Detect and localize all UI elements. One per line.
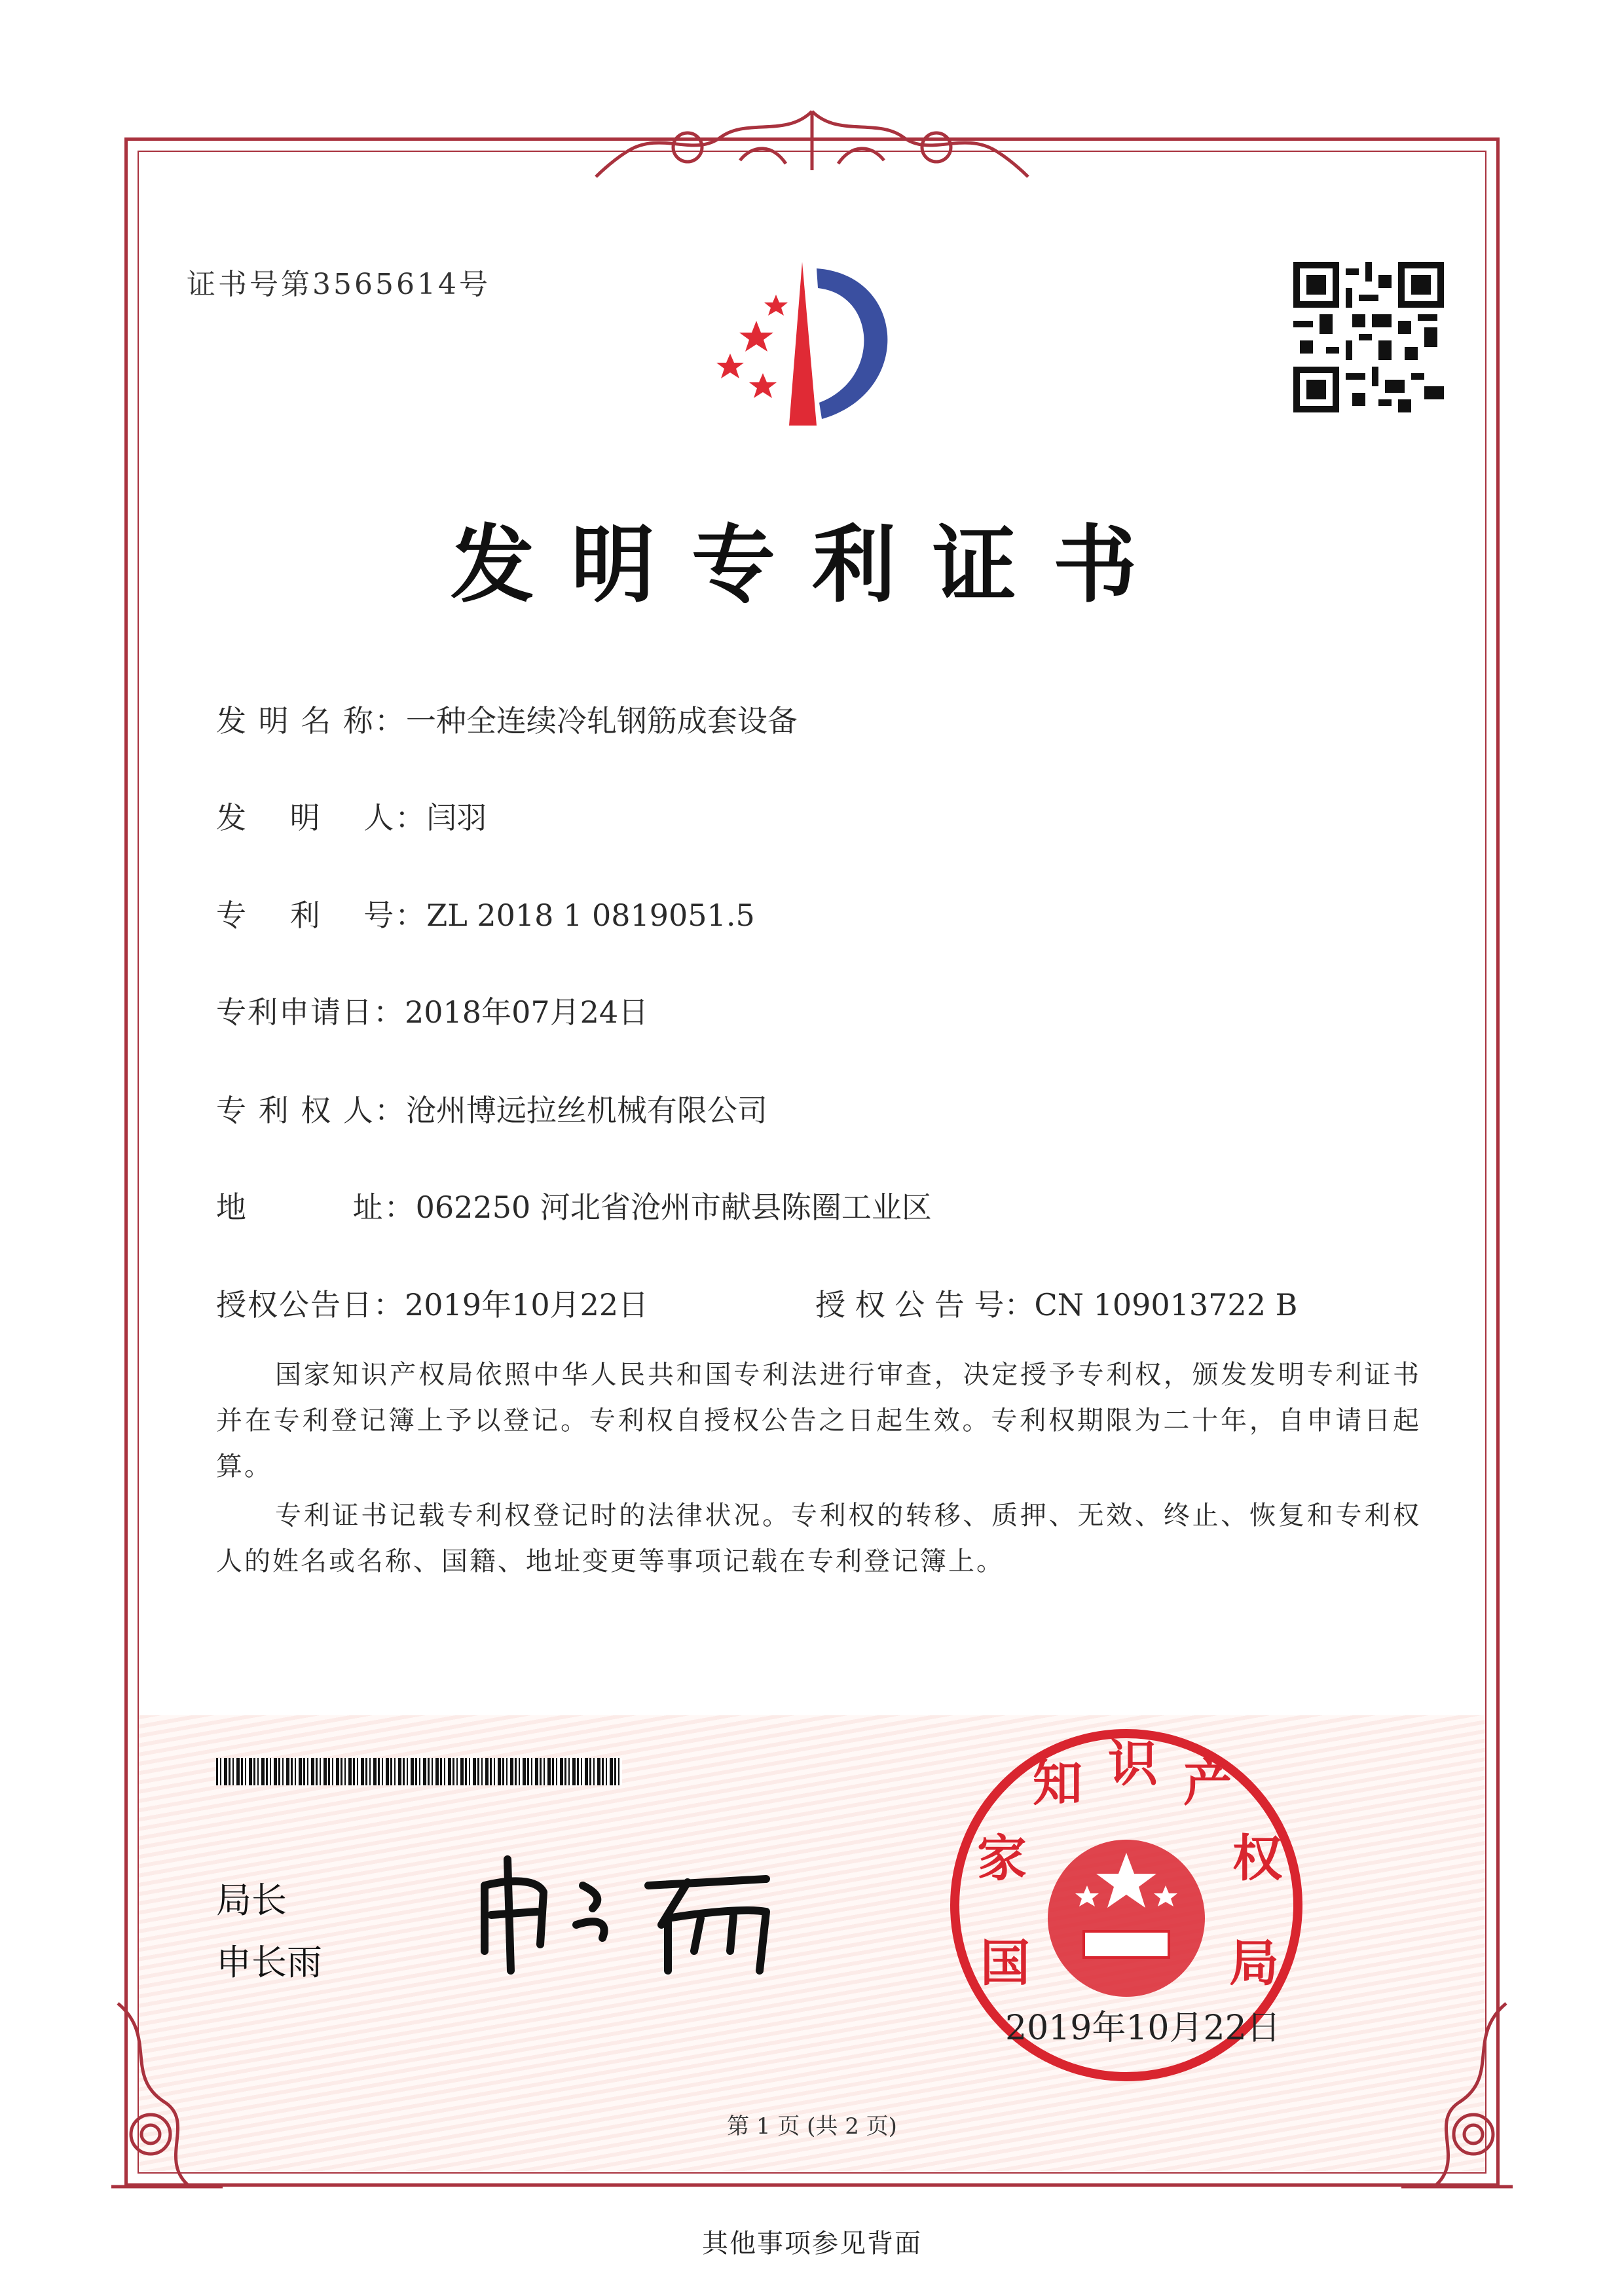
svg-text:家: 家 bbox=[977, 1829, 1027, 1887]
grant-number-label: 授 权 公 告 号： bbox=[815, 1287, 1035, 1322]
bottom-right-ornament bbox=[1395, 1990, 1526, 2206]
patent-number-value: ZL 2018 1 0819051.5 bbox=[426, 898, 755, 933]
svg-text:知: 知 bbox=[1033, 1754, 1082, 1812]
inventor-value: 闫羽 bbox=[426, 800, 487, 835]
qr-code-icon bbox=[1293, 262, 1444, 412]
bottom-left-ornament bbox=[98, 1990, 229, 2206]
patentee-label: 专 利 权 人： bbox=[216, 1093, 406, 1128]
svg-text:国: 国 bbox=[980, 1934, 1030, 1992]
signature-icon bbox=[471, 1846, 812, 1977]
page-title: 发明专利证书 bbox=[450, 516, 1173, 614]
invention-name-row bbox=[216, 697, 798, 740]
patent-number-row bbox=[216, 892, 755, 935]
grant-number-value: CN 109013722 B bbox=[1034, 1287, 1298, 1322]
footer-note: 其他事项参见背面 bbox=[702, 2229, 922, 2259]
patentee-value: 沧州博远拉丝机械有限公司 bbox=[405, 1093, 767, 1128]
svg-text:局: 局 bbox=[1229, 1934, 1279, 1992]
patent-number-label: 专 利 号： bbox=[216, 898, 427, 933]
address-value: 062250 河北省沧州市献县陈圈工业区 bbox=[415, 1190, 932, 1225]
svg-text:权: 权 bbox=[1232, 1829, 1282, 1887]
legal-paragraph-2: 专利证书记载专利权登记时的法律状况。专利权的转移、质押、无效、终止、恢复和专利权人的姓名或名称、国籍、地址变更等事项记载在专利登记簿上。 bbox=[216, 1501, 1421, 1576]
legal-paragraph-1: 国家知识产权局依照中华人民共和国专利法进行审查，决定授予专利权，颁发发明专利证书并在专利登记簿上予以登记。专利权自授权公告之日起生效。专利权期限为二十年，自申请日起算。 bbox=[216, 1360, 1421, 1482]
patentee-row bbox=[216, 1087, 767, 1130]
seal-date: 2019年10月22日 bbox=[1005, 2009, 1281, 2048]
signatory-role: 局长 bbox=[216, 1880, 287, 1921]
signatory-name: 申长雨 bbox=[216, 1942, 322, 1983]
invention-name-label: 发 明 名 称： bbox=[216, 703, 406, 738]
top-ornament bbox=[589, 98, 1035, 183]
filing-date-label: 专利申请日： bbox=[216, 994, 405, 1030]
svg-text:识: 识 bbox=[1108, 1734, 1158, 1793]
cnipa-logo-icon bbox=[704, 249, 940, 439]
barcode-icon bbox=[216, 1758, 622, 1785]
filing-date-row bbox=[216, 989, 648, 1032]
address-row bbox=[216, 1184, 932, 1227]
filing-date-value: 2018年07月24日 bbox=[405, 994, 649, 1030]
grant-date-value: 2019年10月22日 bbox=[405, 1287, 649, 1322]
grant-date-label: 授权公告日： bbox=[216, 1287, 405, 1322]
page-indicator: 第 1 页 (共 2 页) bbox=[727, 2113, 897, 2140]
inventor-label: 发 明 人： bbox=[216, 800, 427, 835]
inventor-row bbox=[216, 794, 487, 837]
grant-date-row bbox=[216, 1281, 648, 1324]
grant-number-row bbox=[815, 1281, 1297, 1324]
address-label: 地 址： bbox=[216, 1190, 416, 1225]
svg-text:产: 产 bbox=[1183, 1754, 1233, 1812]
certificate-number: 证书号第3565614号 bbox=[187, 268, 490, 301]
invention-name-value: 一种全连续冷轧钢筋成套设备 bbox=[405, 703, 798, 738]
